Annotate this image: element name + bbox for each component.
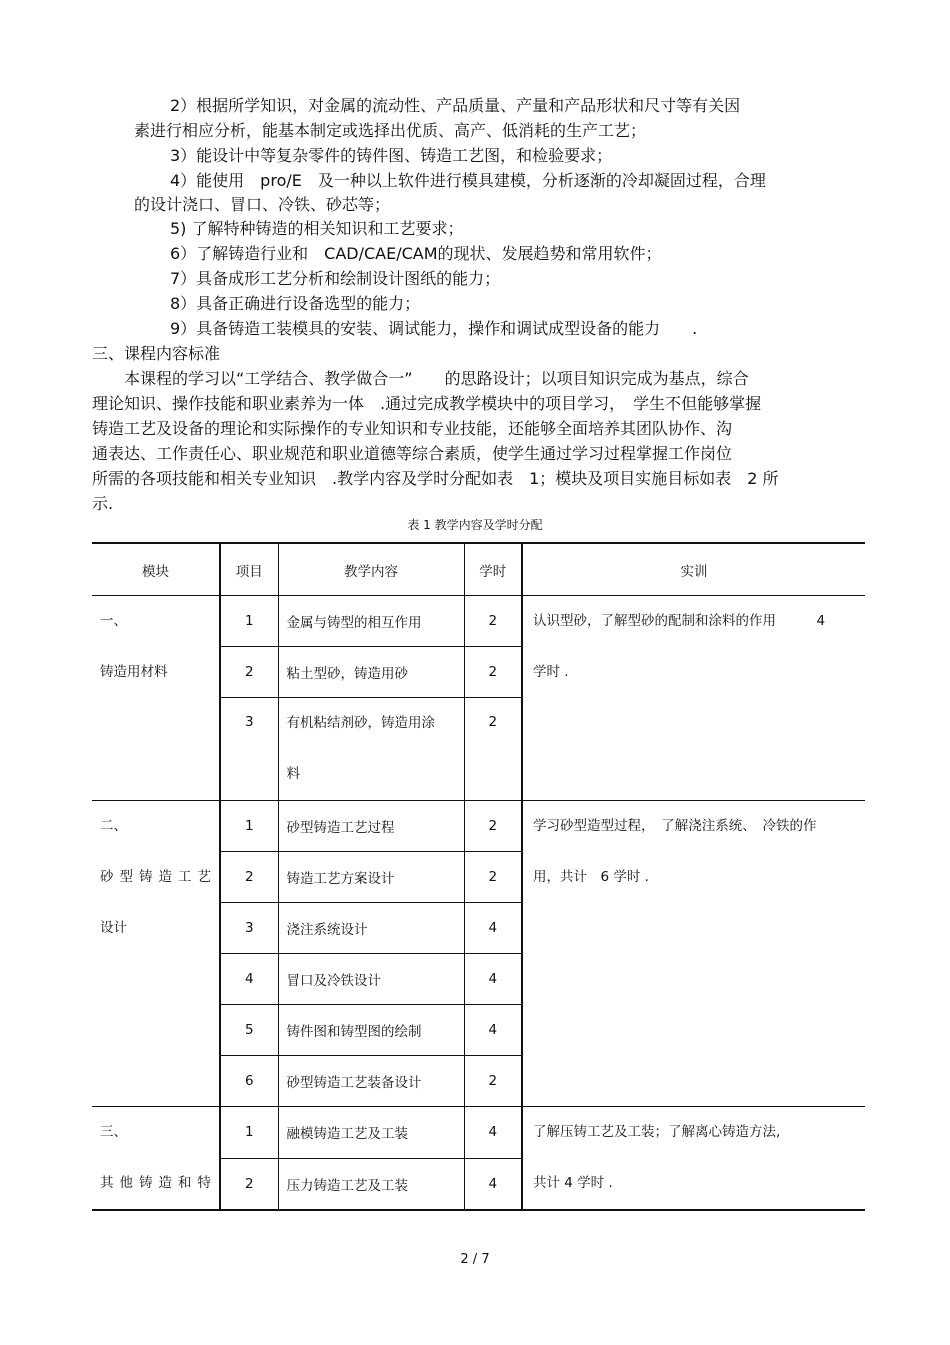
item-hours: 4 (464, 1158, 522, 1210)
training-line: 学时 . (533, 664, 569, 680)
module-name: 其他铸造和特 (100, 1175, 211, 1191)
para-line: 通表达、工作责任心、职业规范和职业道德等综合素质，使学生通过学习过程掌握工作岗位 (92, 444, 733, 463)
para-line: 的设计浇口、冒口、冷铁、砂芯等； (134, 195, 391, 214)
para-line: 4）能使用 pro/E 及一种以上软件进行模具建模，分析逐渐的冷却凝固过程，合理 (170, 171, 766, 190)
training-cell (522, 596, 865, 801)
item-content: 有机粘结剂砂，铸造用涂料 (278, 698, 464, 801)
para-line: 理论知识、操作技能和职业素养为一体 .通过完成教学模块中的项目学习， 学生不但能够掌握 (92, 394, 762, 413)
para-line: 所需的各项技能和相关专业知识 .教学内容及学时分配如表 1；模块及项目实施目标如表 2 所 (92, 469, 779, 488)
item-hours: 4 (464, 1107, 522, 1159)
item-number: 2 (220, 647, 278, 698)
training-line: 认识型砂，了解型砂的配制和涂料的作用 4 (533, 613, 826, 629)
header-module: 模块 (92, 543, 220, 596)
item-content: 融模铸造工艺及工装 (278, 1107, 464, 1159)
item-content: 铸造工艺方案设计 (278, 852, 464, 903)
module-cell (92, 801, 220, 1107)
para-line: 2）根据所学知识，对金属的流动性、产品质量、产量和产品形状和尺寸等有关因 (170, 96, 741, 115)
item-hours: 2 (464, 596, 522, 647)
training-line: 用，共计 6 学时 . (533, 869, 649, 885)
item-number: 1 (220, 801, 278, 852)
training-line: 了解压铸工艺及工装；了解离心铸造方法, (533, 1124, 781, 1140)
section-heading: 三、课程内容标准 (92, 344, 221, 363)
module-number: 一、 (100, 613, 127, 629)
table-row (92, 596, 865, 647)
course-table (92, 542, 865, 1211)
module-cell (92, 596, 220, 801)
para-line: 6）了解铸造行业和 CAD/CAE/CAM的现状、发展趋势和常用软件； (170, 244, 662, 263)
item-content: 砂型铸造工艺装备设计 (278, 1056, 464, 1107)
item-number: 1 (220, 1107, 278, 1159)
para-line: 示. (92, 494, 114, 513)
module-number: 三、 (100, 1124, 127, 1140)
para-line: 铸造工艺及设备的理论和实际操作的专业知识和专业技能，还能够全面培养其团队协作、沟 (92, 419, 733, 438)
table-row (92, 801, 865, 852)
module-name-cont: 设计 (100, 920, 127, 936)
header-training: 实训 (522, 543, 865, 596)
item-hours: 4 (464, 903, 522, 954)
para-line: 8）具备正确进行设备选型的能力； (170, 294, 421, 313)
header-item: 项目 (220, 543, 278, 596)
training-line: 共计 4 学时 . (533, 1175, 613, 1191)
item-number: 6 (220, 1056, 278, 1107)
module-number: 二、 (100, 818, 127, 834)
item-content: 金属与铸型的相互作用 (278, 596, 464, 647)
training-cell (522, 801, 865, 1107)
para-line: 素进行相应分析，能基本制定或选择出优质、高产、低消耗的生产工艺； (134, 121, 647, 140)
item-hours: 4 (464, 1005, 522, 1056)
item-number: 2 (220, 852, 278, 903)
item-content: 压力铸造工艺及工装 (278, 1158, 464, 1210)
item-content: 粘土型砂，铸造用砂 (278, 647, 464, 698)
page-number: 2 / 7 (460, 1252, 490, 1267)
header-hours: 学时 (464, 543, 522, 596)
module-name: 砂型铸造工艺 (100, 869, 211, 885)
para-line: 5) 了解特种铸造的相关知识和工艺要求； (170, 219, 464, 238)
item-hours: 2 (464, 852, 522, 903)
item-number: 3 (220, 698, 278, 801)
item-content: 铸件图和铸型图的绘制 (278, 1005, 464, 1056)
para-line: 7）具备成形工艺分析和绘制设计图纸的能力； (170, 269, 501, 288)
item-number: 1 (220, 596, 278, 647)
training-cell (522, 1107, 865, 1211)
item-hours: 2 (464, 698, 522, 801)
para-line: 本课程的学习以“工学结合、教学做合一” 的思路设计；以项目知识完成为基点，综合 (124, 369, 749, 388)
item-number: 2 (220, 1158, 278, 1210)
item-hours: 2 (464, 1056, 522, 1107)
item-content: 浇注系统设计 (278, 903, 464, 954)
item-content: 冒口及冷铁设计 (278, 954, 464, 1005)
table-row (92, 1107, 865, 1159)
module-cell (92, 1107, 220, 1211)
para-line: 3）能设计中等复杂零件的铸件图、铸造工艺图，和检验要求； (170, 146, 613, 165)
item-hours: 2 (464, 647, 522, 698)
item-number: 4 (220, 954, 278, 1005)
training-line: 学习砂型造型过程， 了解浇注系统、 冷铁的作 (533, 818, 817, 834)
module-name: 铸造用材料 (100, 664, 168, 680)
header-content: 教学内容 (278, 543, 464, 596)
item-hours: 2 (464, 801, 522, 852)
item-number: 5 (220, 1005, 278, 1056)
item-content: 砂型铸造工艺过程 (278, 801, 464, 852)
item-hours: 4 (464, 954, 522, 1005)
para-line: 9）具备铸造工装模具的安装、调试能力，操作和调试成型设备的能力 . (170, 319, 698, 338)
item-number: 3 (220, 903, 278, 954)
table-caption: 表 1 教学内容及学时分配 (407, 518, 543, 532)
